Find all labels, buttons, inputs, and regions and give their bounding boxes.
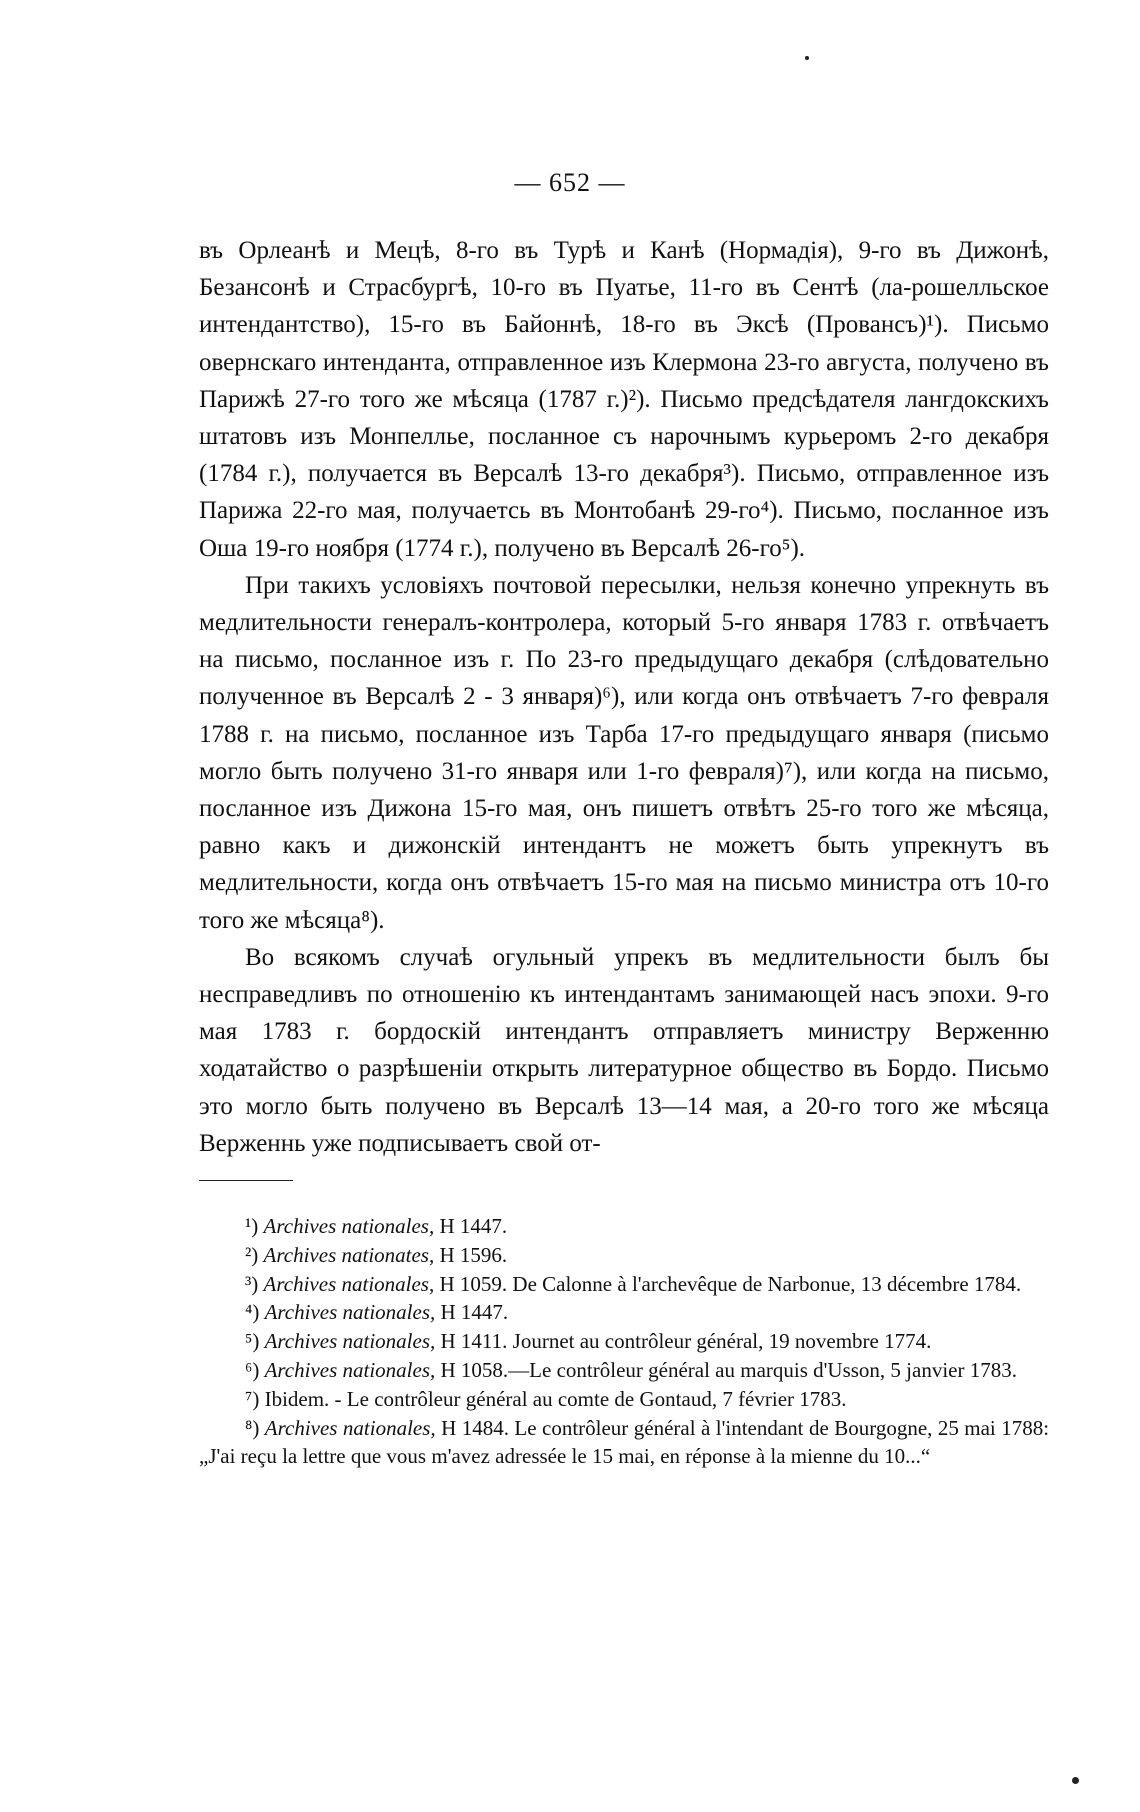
- footnote-source: Archives nationales,: [264, 1357, 436, 1382]
- footnote: [199, 1385, 1049, 1414]
- footnotes: [199, 1212, 1049, 1471]
- scan-speck: [805, 56, 809, 60]
- footnote-text: H 1447.: [440, 1300, 509, 1325]
- footnote-text: H 1484. Le contrôleur général à l'intendant de Bourgogne, 25 mai 1788: „J'ai reçu la lettre que vous m'avez adressée le 15 mai, en réponse à la mienne du 10...“: [199, 1415, 1050, 1469]
- footnote: [199, 1212, 1049, 1241]
- page-number: — 652 —: [514, 168, 626, 197]
- footnote-divider: [199, 1180, 293, 1181]
- footnote: [199, 1270, 1049, 1299]
- footnote-text: H 1059. De Calonne à l'archevêque de Narbonue, 13 décembre 1784.: [439, 1271, 1022, 1296]
- footnote-source: Archives nationales,: [264, 1300, 436, 1325]
- footnote-source: Archives nationates,: [263, 1242, 435, 1267]
- scan-speck: [1072, 1777, 1079, 1784]
- footnote-mark: ⁸): [245, 1415, 260, 1440]
- footnote-mark: ⁴): [245, 1300, 260, 1325]
- footnote-source: Archives nationales,: [263, 1214, 435, 1238]
- footnote-text: H 1596.: [439, 1242, 508, 1267]
- footnote-text: H 1058.—Le contrôleur général au marquis d'Usson, 5 janvier 1783.: [440, 1357, 1017, 1382]
- paragraph: Во всякомъ случаѣ огульный упрекъ въ медлительности былъ бы несправедливъ по отношенію къ интендантамъ занимающей насъ эпохи. 9-го мая 1783 г. бордоскій интендантъ отправляетъ министру Верженню ходатайство о разрѣшеніи открыть литературное общество въ Бордо. Письмо это могло быть получено въ Версалѣ 13—14 мая, а 20-го того же мѣсяца Верженнь уже подписываетъ свой от-: [199, 943, 1049, 1157]
- footnote: [199, 1298, 1049, 1327]
- footnote: [199, 1356, 1049, 1385]
- footnote-source: Archives nationales,: [264, 1415, 436, 1440]
- footnote: [199, 1414, 1049, 1472]
- footnote-mark: ³): [245, 1271, 259, 1296]
- footnote-text: H 1447.: [439, 1214, 508, 1238]
- paragraph: При такихъ условіяхъ почтовой пересылки, нельзя конечно упрекнуть въ медлительности генералъ-контролера, который 5-го января 1783 г. отвѣчаетъ на письмо, посланное изъ г. По 23-го предыдущаго декабря (слѣдовательно полученное въ Версалѣ 2 - 3 января)⁶), или когда онъ отвѣчаетъ 7-го февраля 1788 г. на письмо, посланное изъ Тарба 17-го предыдущаго января (письмо могло быть получено 31-го января или 1-го февраля)⁷), или когда на письмо, посланное изъ Дижона 15-го мая, онъ пишетъ отвѣтъ 25-го того же мѣсяца, равно какъ и дижонскій интендантъ не можетъ быть упрекнутъ въ медлительности, когда онъ отвѣчаетъ 15-го мая на письмо министра отъ 10-го того же мѣсяца⁸).: [199, 571, 1049, 934]
- footnote: [199, 1241, 1049, 1270]
- footnote-source: Archives nationales,: [263, 1271, 435, 1296]
- footnote-mark: ⁶): [245, 1357, 260, 1382]
- footnote-mark: ¹): [245, 1214, 259, 1238]
- footnote-mark: ⁷): [245, 1386, 260, 1411]
- main-text: [199, 232, 1049, 1162]
- footnote-source: Archives nationales,: [264, 1329, 436, 1354]
- footnote: [199, 1327, 1049, 1356]
- paragraph: въ Орлеанѣ и Мецѣ, 8-го въ Турѣ и Канѣ (Нормадія), 9-го въ Дижонѣ, Безансонѣ и Страсбургѣ, 10-го въ Пуатье, 11-го въ Сентѣ (ла-рошелльское интендантство), 15-го въ Байоннѣ, 18-го въ Эксѣ (Провансъ)¹). Письмо овернскаго интенданта, отправленное изъ Клермона 23-го августа, получено въ Парижѣ 27-го того же мѣсяца (1787 г.)²). Письмо предсѣдателя лангдокскихъ штатовъ изъ Монпеллье, посланное съ нарочнымъ курьеромъ 2-го декабря (1784 г.), получается въ Версалѣ 13-го декабря³). Письмо, отправленное изъ Парижа 22-го мая, получаетсь въ Монтобанѣ 29-го⁴). Письмо, посланное изъ Оша 19-го ноября (1774 г.), получено въ Версалѣ 26-го⁵).: [199, 237, 1049, 562]
- footnote-mark: ²): [245, 1242, 259, 1267]
- footnote-text: Ibidem. - Le contrôleur général au comte de Gontaud, 7 février 1783.: [264, 1386, 847, 1411]
- footnote-text: H 1411. Journet au contrôleur général, 19 novembre 1774.: [440, 1329, 932, 1354]
- footnote-mark: ⁵): [245, 1329, 260, 1354]
